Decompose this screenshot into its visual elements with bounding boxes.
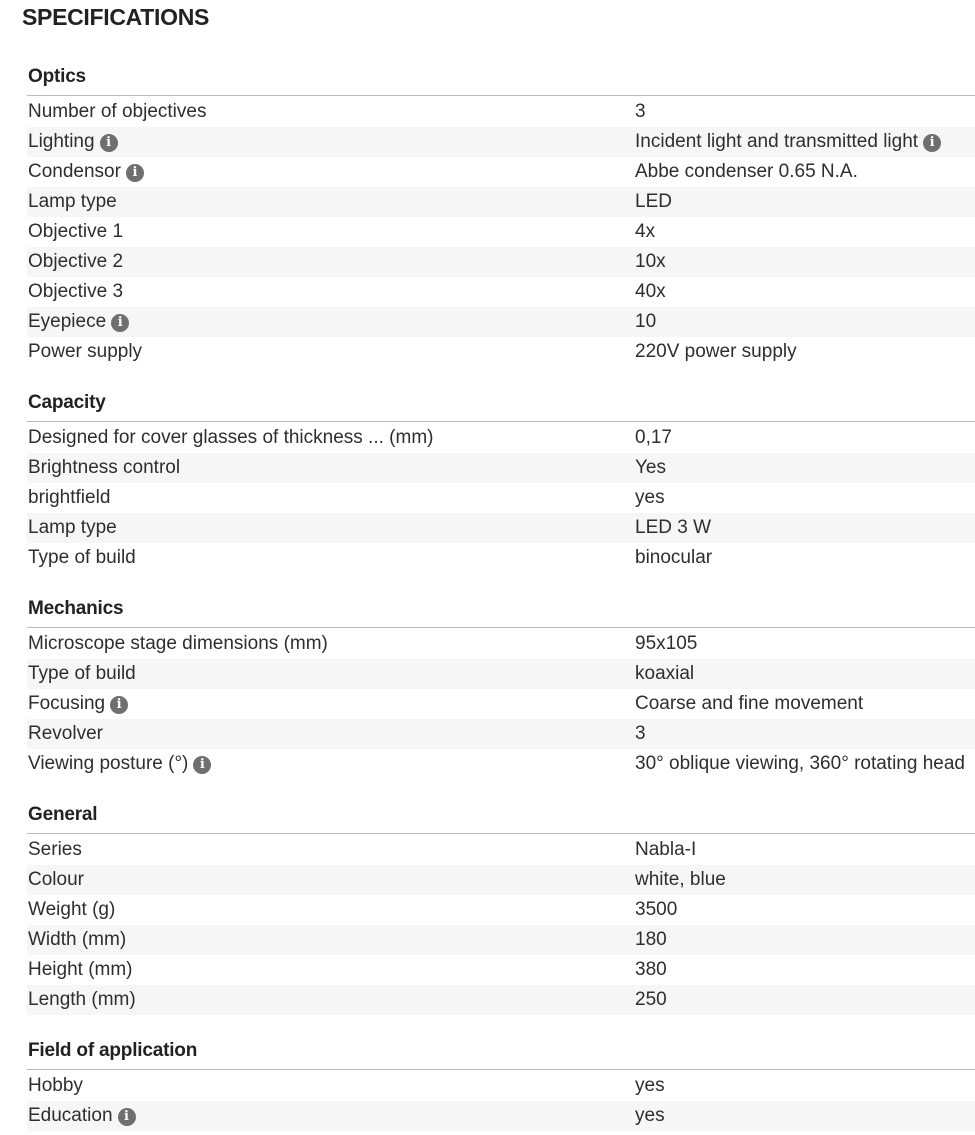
spec-value	[635, 307, 656, 337]
spec-row	[27, 187, 975, 217]
spec-label-text: Lighting	[28, 131, 95, 152]
spec-row	[27, 719, 975, 749]
spec-label	[28, 689, 128, 719]
section-divider	[27, 833, 975, 834]
spec-label-text: Microscope stage dimensions (mm)	[28, 633, 328, 654]
spec-value	[635, 985, 667, 1015]
spec-value-text: 380	[635, 959, 667, 980]
section-title-field-of-application: Field of application	[28, 1040, 198, 1061]
spec-row	[27, 985, 975, 1015]
spec-value	[635, 835, 696, 865]
spec-label-text: Lamp type	[28, 517, 117, 538]
spec-value	[635, 543, 712, 573]
spec-label	[28, 1101, 136, 1131]
section-divider	[27, 627, 975, 628]
spec-label-text: Colour	[28, 869, 84, 890]
spec-label-text: Width (mm)	[28, 929, 127, 950]
spec-row	[27, 217, 975, 247]
spec-value	[635, 513, 711, 543]
spec-row	[27, 277, 975, 307]
spec-value-text: yes	[635, 1075, 665, 1096]
section-divider	[27, 95, 975, 96]
spec-value	[635, 719, 646, 749]
spec-label	[28, 925, 126, 955]
spec-label-text: brightfield	[28, 487, 111, 508]
spec-value	[635, 277, 666, 307]
spec-label-text: Objective 2	[28, 251, 124, 272]
spec-row	[27, 423, 975, 453]
spec-label	[28, 895, 115, 925]
spec-value	[635, 895, 677, 925]
spec-value-text: 10x	[635, 251, 666, 272]
spec-value	[635, 187, 672, 217]
spec-value-text: Incident light and transmitted light	[635, 131, 919, 152]
spec-label-text: Revolver	[28, 723, 103, 744]
info-icon[interactable]: i	[193, 756, 211, 774]
section-divider	[27, 1069, 975, 1070]
spec-label	[28, 659, 136, 689]
spec-value-text: 3	[635, 101, 646, 122]
spec-value-text: koaxial	[635, 663, 695, 684]
spec-row	[27, 1071, 975, 1101]
spec-label	[28, 157, 144, 187]
spec-label-text: Power supply	[28, 341, 143, 362]
spec-label	[28, 749, 211, 779]
spec-label-text: Objective 1	[28, 221, 124, 242]
spec-row	[27, 513, 975, 543]
info-icon[interactable]: i	[126, 164, 144, 182]
spec-value-text: white, blue	[635, 869, 726, 890]
spec-value-text: Coarse and fine movement	[635, 693, 864, 714]
spec-label	[28, 513, 117, 543]
spec-label-text: Eyepiece	[28, 311, 107, 332]
spec-row	[27, 97, 975, 127]
spec-row	[27, 543, 975, 573]
spec-label	[28, 955, 133, 985]
spec-value	[635, 157, 858, 187]
spec-row	[27, 1101, 975, 1131]
spec-label	[28, 865, 84, 895]
info-icon[interactable]: i	[111, 314, 129, 332]
section-title-mechanics: Mechanics	[28, 598, 124, 619]
spec-label	[28, 97, 206, 127]
spec-label	[28, 453, 180, 483]
spec-label-text: Number of objectives	[28, 101, 207, 122]
info-icon[interactable]: i	[118, 1108, 136, 1126]
spec-row	[27, 127, 975, 157]
spec-label-text: Designed for cover glasses of thickness ... (mm)	[28, 427, 434, 448]
page-title: SPECIFICATIONS	[22, 4, 210, 30]
spec-value-text: LED	[635, 191, 672, 212]
spec-label-text: Condensor	[28, 161, 121, 182]
spec-row	[27, 247, 975, 277]
spec-label-text: Education	[28, 1105, 113, 1126]
spec-row	[27, 157, 975, 187]
spec-value	[635, 659, 694, 689]
spec-label	[28, 187, 117, 217]
spec-label	[28, 719, 103, 749]
spec-value	[635, 865, 726, 895]
spec-label-text: Viewing posture (°)	[28, 753, 189, 774]
spec-value	[635, 955, 667, 985]
spec-row	[27, 835, 975, 865]
spec-label-text: Type of build	[28, 663, 136, 684]
spec-label	[28, 543, 136, 573]
spec-label	[28, 247, 123, 277]
spec-row	[27, 925, 975, 955]
spec-value-text: 95x105	[635, 633, 698, 654]
spec-value	[635, 217, 655, 247]
spec-value-text: Abbe condenser 0.65 N.A.	[635, 161, 858, 182]
spec-row	[27, 629, 975, 659]
spec-label	[28, 127, 118, 157]
spec-value-text: yes	[635, 487, 665, 508]
spec-value-text: 250	[635, 989, 667, 1010]
spec-label	[28, 337, 142, 367]
spec-label	[28, 217, 123, 247]
spec-value	[635, 1071, 665, 1101]
spec-value-text: LED 3 W	[635, 517, 712, 538]
spec-value-text: 3	[635, 723, 646, 744]
spec-value-text: 30° oblique viewing, 360° rotating head	[635, 753, 965, 774]
spec-value-text: 40x	[635, 281, 666, 302]
spec-value	[635, 925, 667, 955]
spec-value	[635, 483, 665, 513]
spec-row	[27, 955, 975, 985]
spec-value-text: 4x	[635, 221, 656, 242]
spec-label-text: Brightness control	[28, 457, 181, 478]
section-title-general: General	[28, 804, 98, 825]
spec-label-text: Lamp type	[28, 191, 117, 212]
spec-row	[27, 689, 975, 719]
spec-label	[28, 1071, 83, 1101]
spec-row	[27, 865, 975, 895]
spec-label-text: Type of build	[28, 547, 136, 568]
section-title-capacity: Capacity	[28, 392, 106, 413]
spec-label	[28, 985, 136, 1015]
spec-label-text: Series	[28, 839, 82, 860]
spec-label	[28, 835, 82, 865]
spec-value	[635, 1101, 665, 1131]
spec-value-text: Yes	[635, 457, 666, 478]
spec-value	[635, 97, 646, 127]
spec-value-text: Nabla-I	[635, 839, 697, 860]
spec-label-text: Focusing	[28, 693, 106, 714]
spec-value	[635, 749, 965, 779]
spec-value-text: yes	[635, 1105, 665, 1126]
spec-label-text: Height (mm)	[28, 959, 133, 980]
info-icon[interactable]: i	[100, 134, 118, 152]
spec-label-text: Objective 3	[28, 281, 124, 302]
spec-row	[27, 895, 975, 925]
spec-value	[635, 423, 672, 453]
spec-value	[635, 247, 666, 277]
spec-row	[27, 453, 975, 483]
section-divider	[27, 421, 975, 422]
spec-value-text: 0,17	[635, 427, 672, 448]
spec-value	[635, 337, 797, 367]
spec-value	[635, 689, 863, 719]
spec-label	[28, 307, 129, 337]
spec-row	[27, 483, 975, 513]
spec-row	[27, 659, 975, 689]
spec-row	[27, 749, 975, 779]
spec-value-text: 3500	[635, 899, 678, 920]
section-title-optics: Optics	[28, 66, 86, 87]
spec-value-text: 180	[635, 929, 667, 950]
spec-value	[635, 453, 666, 483]
spec-row	[27, 337, 975, 367]
spec-row	[27, 307, 975, 337]
spec-value	[635, 127, 941, 157]
spec-label	[28, 629, 328, 659]
spec-label-text: Weight (g)	[28, 899, 116, 920]
spec-label-text: Hobby	[28, 1075, 83, 1096]
info-icon[interactable]: i	[110, 696, 128, 714]
spec-label	[28, 483, 110, 513]
spec-label-text: Length (mm)	[28, 989, 136, 1010]
spec-label	[28, 277, 123, 307]
spec-value	[635, 629, 697, 659]
spec-value-text: 10	[635, 311, 657, 332]
spec-value-text: 220V power supply	[635, 341, 797, 362]
spec-label	[28, 423, 433, 453]
info-icon[interactable]: i	[923, 134, 941, 152]
spec-value-text: binocular	[635, 547, 713, 568]
